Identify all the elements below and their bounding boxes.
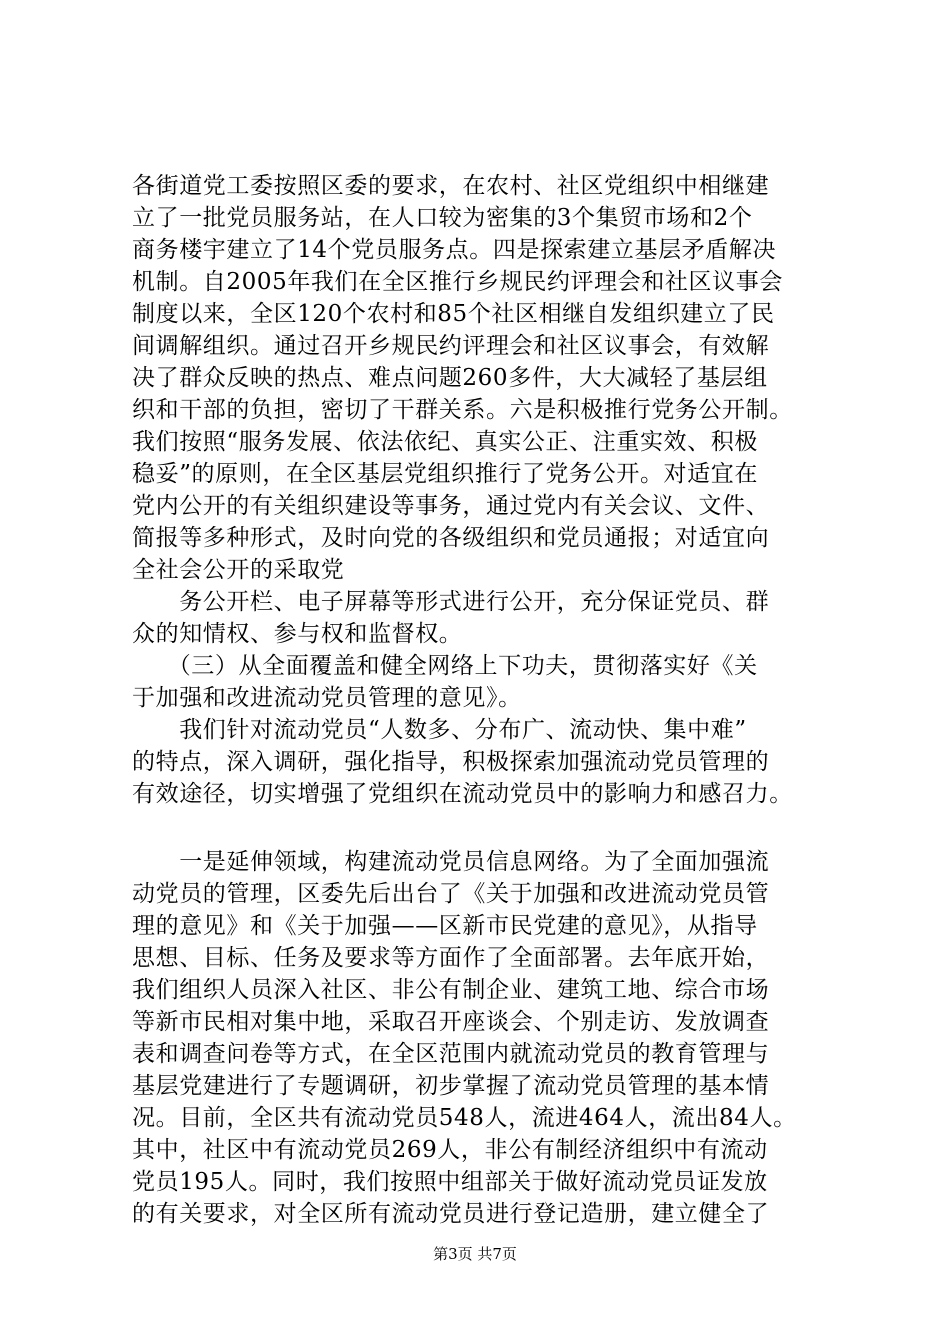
text-line: 党内公开的有关组织建设等事务，通过党内有关会议、文件、 xyxy=(132,493,770,519)
section-heading: 于加强和改进流动党员管理的意见》。 xyxy=(132,685,522,711)
text-line: 基层党建进行了专题调研，初步掌握了流动党员管理的基本情 xyxy=(132,1073,770,1099)
text-line: 商务楼宇建立了14个党员服务点。四是探索建立基层矛盾解决 xyxy=(132,237,777,263)
text-line: 各街道党工委按照区委的要求，在农村、社区党组织中相继建 xyxy=(132,173,770,199)
text-line: 机制。自2005年我们在全区推行乡规民约评理会和社区议事会 xyxy=(132,269,783,295)
text-line: 稳妥”的原则，在全区基层党组织推行了党务公开。对适宜在 xyxy=(132,461,758,487)
text-line: 其中，社区中有流动党员269人，非公有制经济组织中有流动 xyxy=(132,1137,768,1163)
text-line: 我们按照“服务发展、依法依纪、真实公正、注重实效、积极 xyxy=(132,429,758,455)
text-line: 的有关要求，对全区所有流动党员进行登记造册，建立健全了 xyxy=(132,1201,770,1227)
text-line: 立了一批党员服务站，在人口较为密集的3个集贸市场和2个 xyxy=(132,205,753,231)
text-line: 的特点，深入调研，强化指导，积极探索加强流动党员管理的 xyxy=(132,749,770,775)
text-line: 众的知情权、参与权和监督权。 xyxy=(132,621,463,647)
text-line: 织和干部的负担，密切了干群关系。六是积极推行党务公开制。 xyxy=(132,397,793,423)
text-line: 简报等多种形式，及时向党的各级组织和党员通报；对适宜向 xyxy=(132,525,770,551)
text-line: 决了群众反映的热点、难点问题260多件，大大减轻了基层组 xyxy=(132,365,768,391)
text-line: 全社会公开的采取党 xyxy=(132,557,345,583)
text-line: 制度以来，全区120个农村和85个社区相继自发组织建立了民 xyxy=(132,301,775,327)
text-line: 间调解组织。通过召开乡规民约评理会和社区议事会，有效解 xyxy=(132,333,770,359)
text-line: 理的意见》和《关于加强——区新市民党建的意见》，从指导 xyxy=(132,913,758,939)
text-line: 表和调查问卷等方式，在全区范围内就流动党员的教育管理与 xyxy=(132,1041,770,1067)
text-line: 等新市民相对集中地，采取召开座谈会、个别走访、发放调查 xyxy=(132,1009,770,1035)
text-line: 我们组织人员深入社区、非公有制企业、建筑工地、综合市场 xyxy=(132,977,770,1003)
text-line: 一是延伸领域，构建流动党员信息网络。为了全面加强流 xyxy=(132,849,770,875)
section-heading: （三）从全面覆盖和健全网络上下功夫，贯彻落实好《关 xyxy=(132,653,758,679)
text-line: 党员195人。同时，我们按照中组部关于做好流动党员证发放 xyxy=(132,1169,768,1195)
text-line: 思想、目标、任务及要求等方面作了全面部署。去年底开始， xyxy=(132,945,770,971)
page-number: 第3页 共7页 xyxy=(433,1245,517,1263)
text-line: 务公开栏、电子屏幕等形式进行公开，充分保证党员、群 xyxy=(132,589,770,615)
text-line: 况。目前，全区共有流动党员548人，流进464人，流出84人。 xyxy=(132,1105,797,1131)
text-line: 动党员的管理，区委先后出台了《关于加强和改进流动党员管 xyxy=(132,881,770,907)
text-line: 我们针对流动党员“人数多、分布广、流动快、集中难” xyxy=(132,717,747,743)
text-line: 有效途径，切实增强了党组织在流动党员中的影响力和感召力。 xyxy=(132,781,793,807)
